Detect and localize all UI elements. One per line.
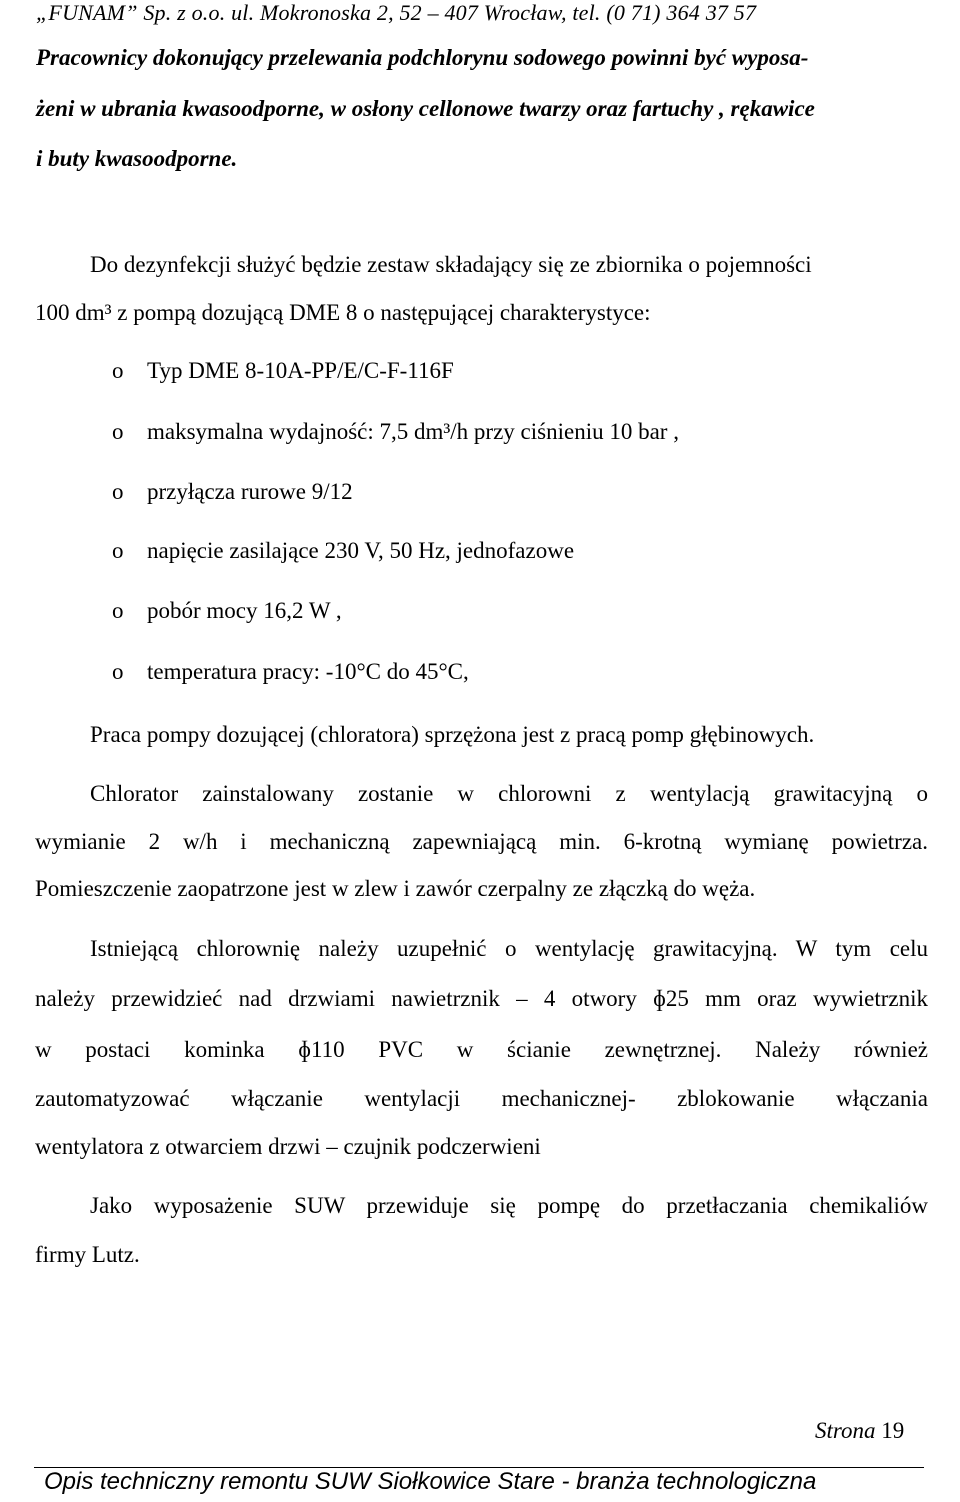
intro-line-1: Do dezynfekcji służyć będzie zestaw składający się ze zbiornika o pojemności: [90, 252, 812, 277]
vent-line-2: należy przewidzieć nad drzwiami nawietrznik – 4 otwory ɸ25 mm oraz wywietrznik: [35, 986, 928, 1011]
vent-line-1: Istniejącą chlorownię należy uzupełnić o wentylację grawitacyjną. W tym celu: [90, 936, 928, 961]
bullet-marker: o: [112, 538, 124, 563]
spec-text: pobór mocy 16,2 W ,: [147, 598, 342, 623]
document-footer: Opis techniczny remontu SUW Siołkowice Stare - branża technologiczna: [44, 1468, 817, 1495]
spec-text: maksymalna wydajność: 7,5 dm³/h przy ciśnieniu 10 bar ,: [147, 419, 679, 444]
spec-text: Typ DME 8-10A-PP/E/C-F-116F: [147, 358, 454, 383]
equip-line-2: firmy Lutz.: [35, 1242, 140, 1267]
page-number-value: 19: [881, 1418, 905, 1443]
pump-paragraph: Praca pompy dozującej (chloratora) sprzężona jest z pracą pomp głębinowych.: [90, 722, 815, 747]
bullet-marker: o: [112, 479, 124, 504]
vent-line-4: zautomatyzować włączanie wentylacji mechanicznej- zblokowanie włączania: [35, 1086, 928, 1111]
bullet-marker: o: [112, 358, 124, 383]
room-line: Pomieszczenie zaopatrzone jest w zlew i zawór czerpalny ze złączką do węża.: [35, 876, 756, 901]
safety-line-2: żeni w ubrania kwasoodporne, w osłony cellonowe twarzy oraz fartuchy , rękawice: [36, 96, 815, 121]
spec-text: napięcie zasilające 230 V, 50 Hz, jednofazowe: [147, 538, 575, 563]
vent-line-5: wentylatora z otwarciem drzwi – czujnik podczerwieni: [35, 1134, 541, 1159]
page-number: [815, 1418, 904, 1444]
bullet-marker: o: [112, 598, 124, 623]
chlorator-line-2: wymianie 2 w/h i mechaniczną zapewniającą min. 6-krotną wymianę powietrza.: [35, 829, 928, 854]
spec-text: temperatura pracy: -10°C do 45°C,: [147, 659, 469, 684]
intro-line-2: 100 dm³ z pompą dozującą DME 8 o następującej charakterystyce:: [35, 300, 651, 325]
bullet-marker: o: [112, 419, 124, 444]
page-label: Strona: [815, 1418, 876, 1443]
safety-line-3: i buty kwasoodporne.: [36, 146, 238, 171]
equip-line-1: Jako wyposażenie SUW przewiduje się pompę do przetłaczania chemikaliów: [90, 1193, 928, 1218]
document-header: „FUNAM” Sp. z o.o. ul. Mokronoska 2, 52 – 407 Wrocław, tel. (0 71) 364 37 57: [36, 0, 757, 25]
spec-text: przyłącza rurowe 9/12: [147, 479, 353, 504]
chlorator-line-1: Chlorator zainstalowany zostanie w chlorowni z wentylacją grawitacyjną o: [90, 781, 928, 806]
bullet-marker: o: [112, 659, 124, 684]
vent-line-3: w postaci kominka ɸ110 PVC w ścianie zewnętrznej. Należy również: [35, 1037, 928, 1062]
safety-line-1: Pracownicy dokonujący przelewania podchlorynu sodowego powinni być wyposa-: [36, 45, 809, 70]
